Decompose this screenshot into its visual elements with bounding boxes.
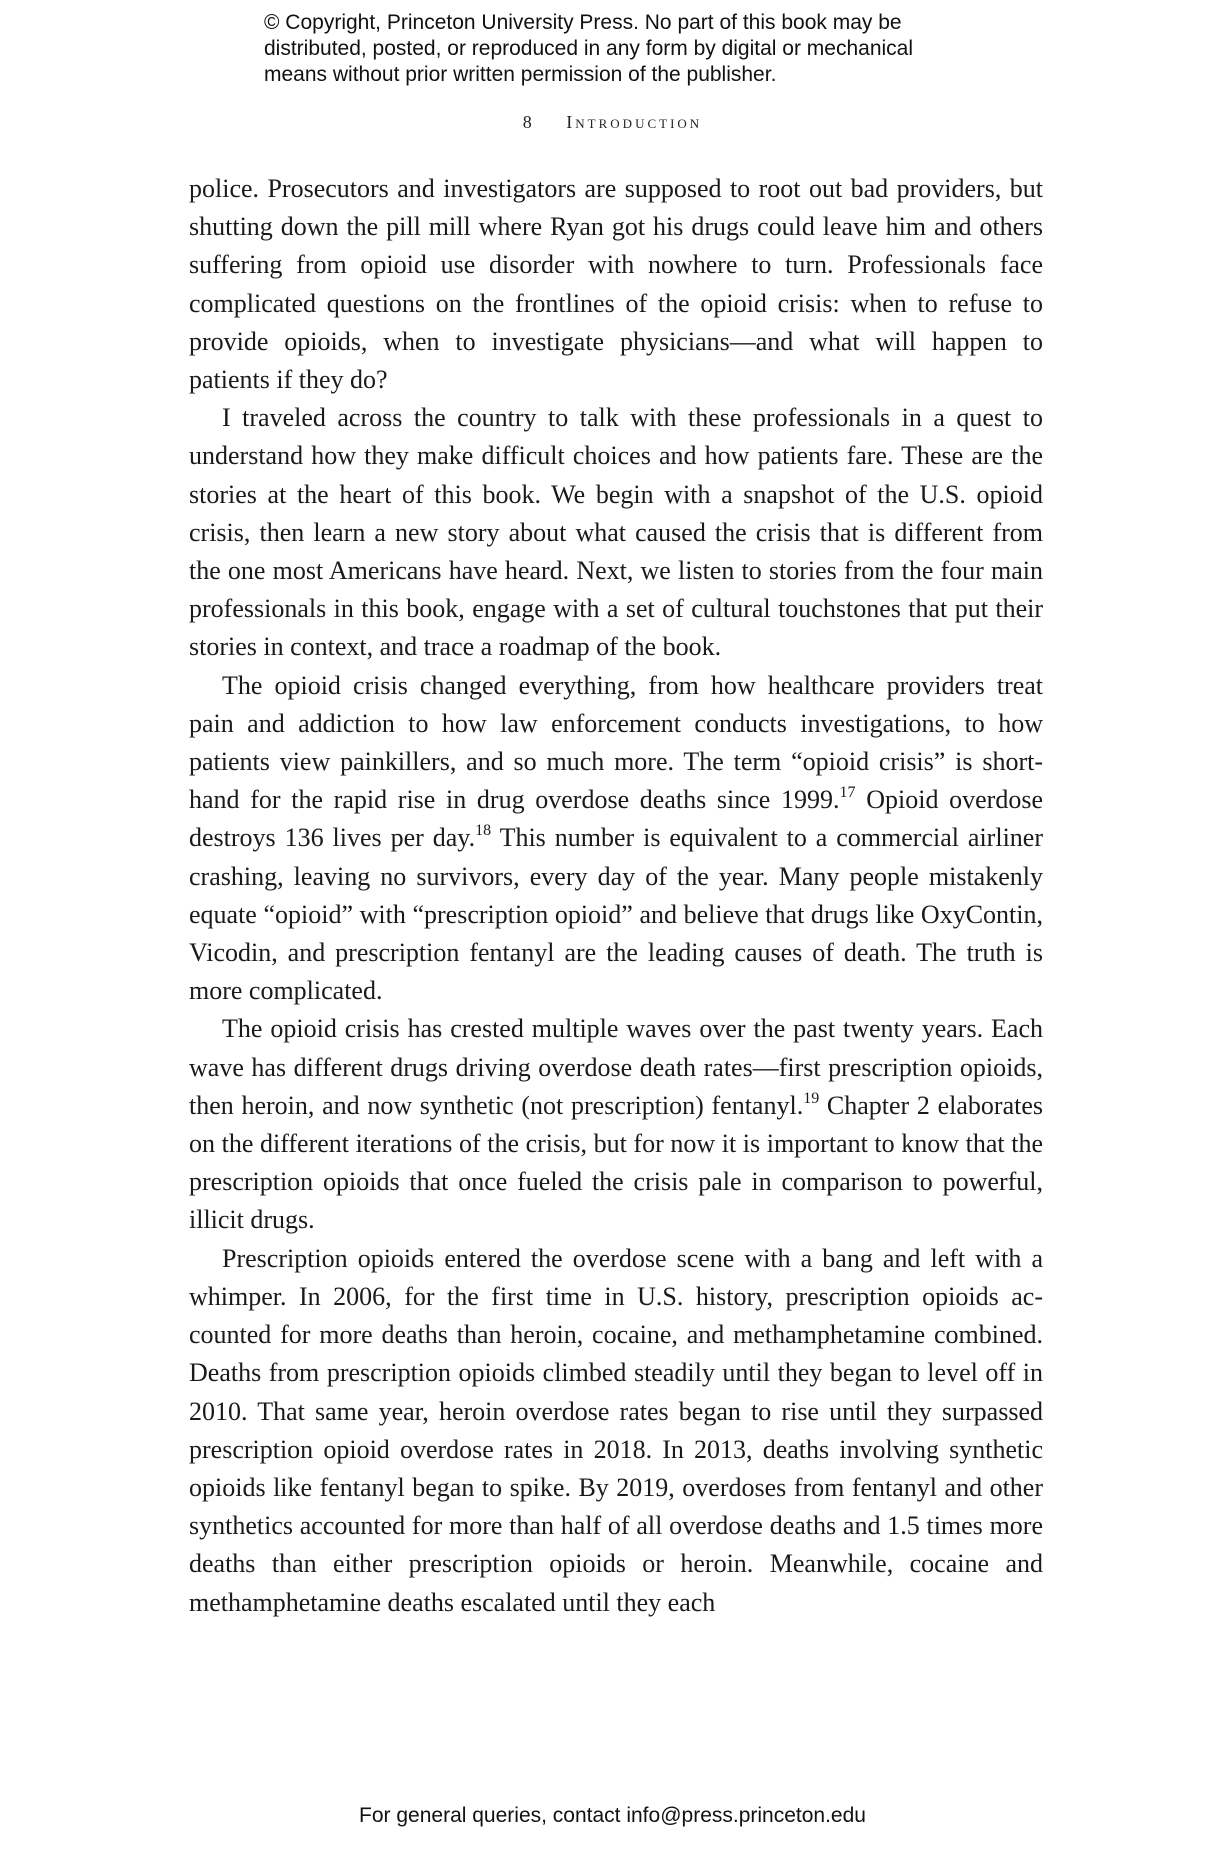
paragraph-3	[189, 667, 1043, 1011]
paragraph-5: Prescription opioids entered the overdose scene with a bang and left with a whimper. In 2006, for the first time in U.S. history, prescription opioids accounted for more deaths than heroin, cocaine, and methamphetamine combined. Deaths from prescription opioids climbed steadily until they began to level off in 2010. That same year, heroin overdose rates began to rise until they surpassed prescription opioid overdose rates in 2018. In 2013, deaths involving synthetic opioids like fentanyl began to spike. By 2019, overdoses from fentanyl and other synthetics accounted for more than half of all overdose deaths and 1.5 times more deaths than either prescription opioids or heroin. Meanwhile, cocaine and methamphetamine deaths escalated until they each	[189, 1243, 1043, 1617]
paragraph-4-text-a: The opioid crisis has crested multiple waves over the past twenty years. Each wave has different drugs driving overdose death rates—first prescription opioids, then heroin, and now synthetic (not prescription) fentanyl.	[189, 1014, 1043, 1120]
paragraph-2: I traveled across the country to talk with these professionals in a quest to understand how they make difficult choices and how patients fare. These are the stories at the heart of this book. We begin with a snapshot of the U.S. opioid crisis, then learn a new story about what caused the crisis that is different from the one most Americans have heard. Next, we listen to stories from the four main professionals in this book, engage with a set of cultural touchstones that put their stories in context, and trace a roadmap of the book.	[189, 403, 1043, 662]
copyright-line-2: distributed, posted, or reproduced in any form by digital or mechanical	[264, 37, 914, 60]
paragraph-3-text-c: This number is equivalent to a commercial airliner crashing, leaving no survivors, every day of the year. Many people mistakenly equate “opioid” with “prescription opioid” and believe that drugs like OxyContin, Vicodin, and prescription fentanyl are the leading causes of death. The truth is more complicated.	[189, 823, 1043, 1006]
paragraph-4-text-b: Chapter 2 elaborates on the different iterations of the crisis, but for now it is important to know that the prescription opioids that once fueled the crisis pale in comparison to powerful, illicit drugs.	[189, 1090, 1043, 1235]
running-head	[0, 112, 1225, 133]
body-text	[189, 170, 1043, 1622]
paragraph-4	[189, 1010, 1043, 1239]
paragraph-1: police. Prosecutors and investigators are supposed to root out bad providers, but shutting down the pill mill where Ryan got his drugs could leave him and others suffering from opioid use disorder with nowhere to turn. Professionals face complicated questions on the frontlines of the opioid crisis: when to refuse to provide opioids, when to investigate physicians—and what will happen to patients if they do?	[189, 174, 1043, 395]
footnote-ref-17[interactable]: 17	[839, 784, 856, 802]
paragraph-3-text-a: The opioid crisis changed everything, from how healthcare providers treat pain and addiction to how law enforcement conducts investigations, to how patients view painkillers, and so much more. The term “opioid crisis” is shorthand for the rapid rise in drug overdose deaths since 1999.	[189, 670, 1043, 815]
page-number: 8	[522, 112, 534, 132]
footnote-ref-19[interactable]: 19	[803, 1089, 820, 1107]
copyright-line-3: means without prior written permission of the publisher.	[264, 63, 777, 86]
paragraph-3-text-b: Opioid overdose destroys 136 lives per day.	[189, 785, 1043, 853]
footer-contact: For general queries, contact info@press.princeton.edu	[359, 1804, 866, 1827]
chapter-title: Introduction	[566, 112, 703, 132]
footnote-ref-18[interactable]: 18	[475, 822, 492, 840]
copyright-line-1: © Copyright, Princeton University Press. No part of this book may be	[264, 11, 902, 34]
copyright-notice	[264, 10, 1024, 88]
